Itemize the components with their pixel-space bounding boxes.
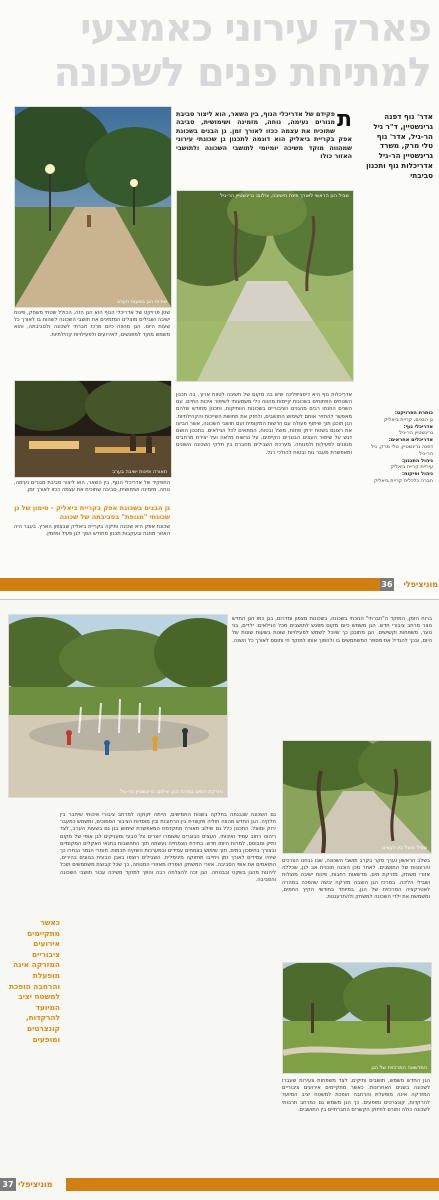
article-lead-text: פקידם של אדריכלי הנוף, בין השאר, הוא ליצור סביבת מגורים נעימה, נוחה, מזמינה ושימושית, סביבה שתוכיח את עצמה ככזו לאורך זמן. גן הבנים בשכונת אפק בקריית ביאליק הוא דוגמה לתכנון גן שכונתי עירוני שמהווה מוקד משיכה יומיומי לתושבי השכונה ולתושבי האזור כולו: [176, 110, 352, 161]
authors-byline: אדר' נוף דפנה גרינשטיין, ד"ר גיל הר-גיל, אדר' נוף טלי מרק, משרד גרינשטיין הר-גיל אדריכלות נוף ותכנון סביבתי: [366, 112, 433, 180]
photo-stone-path-image: [177, 191, 353, 381]
photo-caption: תאורה ופינות ישיבה בערב: [112, 469, 167, 475]
photo-fountain-plaza: [8, 614, 228, 798]
magazine-page-37: [0, 600, 439, 1200]
photo-caption: המדשאה המרכזית של הגן: [371, 1065, 427, 1071]
credit-item: אדריכלים אחראים: דפנה גרינשטיין, טלי מרק, גיל הר-גיל: [370, 437, 433, 457]
photo-lawn-image: [283, 963, 431, 1073]
article-title-line2: למתיחת פנים לשכונה: [53, 50, 431, 96]
photo-caption: מזרקת המים במרכז הגן, צילום: גרינשטיין הר-גיל: [120, 789, 223, 795]
credit-item: אדריכלי נוף: גרינשטיין הר-גיל: [399, 423, 433, 437]
body-text-column-right: בשלב הראשון נערך סקר בקרב תושבי השכונה, שבו נבחנו הצרכים והרצונות של התושבים. לאחר מכן הוכנה תוכנית אב לגן, שכללה אזורי משחק, מזרקת מים, מדשאות רחבות, פינות ישיבה מוצלות ושבילי הליכה. במרכז הגן הוצבה מזרקה יבשה שהפכה במהרה לאטרקציה המרכזית של הגן, במיוחד בחודשי הקיץ החמים, ומשמשת את ילדי השכונה למשחק ולהתרעננות.: [282, 858, 430, 901]
body-text-column-bottom: הגן החדש משמש, תושבים ותיקים, לצד משפחות צעירות שעברו לשכונה בשנים האחרונות. כאשר מתקיימים אירועים ציבוריים המזרקה אינה מופעלת והרחבה הופכת למשטח יציב המיועד להרקדות, קונצרטים ומופעים. כך הגן משמש גם כמרחב תרבותי לשכונה כולה ותורם לחיזוק הקשרים החברתיים בין התושבים.: [282, 1078, 430, 1113]
footer-bar: [66, 1178, 439, 1191]
body-text-column-left: שטן פרויקט של אדריכלי הנוף הוא הגן הזה, הכולל שטחי משחק, פינות ישיבה ושבילים מוצלים המזמינים את תושבי השכונה לשהות בו לאורך כל שעות היום. הגן מהווה כיום מרכז חברתי לשכונה ולסביבתה, והוא משמש מוקד למפגשים, לאירועים ולפעילויות קהילתיות.: [14, 310, 170, 338]
photo-evening-path-image: [15, 107, 171, 307]
section-label: מוניציפלי: [18, 1180, 53, 1189]
credit-item: כותרת הפרויקט: גן הבנים, קריית ביאליק: [383, 410, 433, 423]
body-text-column: אדריכלות נוף היא דיסציפלינה שיש בה מקום של חשיבה לטווח ארוך, בה תכנון השטחים הפתוחים בשכונות קיימות מהווה כלי משמעותי לשיפור איכות החיים. עם השנים הוזנחו רבים מהגנים הציבוריים בשכונות הוותיקות, ותכנון מחודש שלהם מאפשר להחזיר אותם לשימוש התושבים, ולחזק את תחושת השייכות והקהילתיות. הגן תוכנן תוך שיתוף פעולה עם הרשות המקומית ועם תושבי השכונה, אשר הביעו את רצונם בשטח ירוק פתוח, מוצל ובטוח, המתאים לכל הגילאים. בתכנון הושם דגש על שימור העצים הבוגרים הקיימים, על נגישות מלאה ועל יצירת מרחבים מגוונים לפעילות ולמנוחה. מערכת השבילים מחברת בין חלקי השכונה השונים ומאפשרת מעבר נוח ובטוח להולכי רגל.: [176, 392, 352, 456]
section-label: מוניציפלי: [403, 580, 438, 589]
photo-caption: שביל הגן הראשי לאורך פינת הישיבה, צילום: גרינשטיין הר-גיל: [220, 193, 349, 199]
credit-item: ניהול התכנון: עיריית קריית ביאליק: [390, 457, 433, 471]
photo-shaded-path-image: [283, 741, 431, 853]
photo-lawn: [282, 962, 432, 1074]
pull-quote: כאשר מתקיימים אירועים ציבוריים המזרקה אינה מופעלת והרחבה הופכת למשטח יציב המיועד להרקדות, קונצרטים ומופעים: [8, 918, 60, 1044]
photo-evening-seating-image: [15, 381, 171, 477]
photo-fountain-plaza-image: [9, 615, 227, 797]
article-title-line1: פארק עירוני כאמצעי: [80, 6, 431, 50]
photo-stone-path: [176, 190, 354, 382]
photo-caption: אורות הגן בשעות הערב: [117, 299, 167, 305]
photo-evening-path: [14, 106, 172, 308]
body-text-column-top: ברוח הזמן, המוקד ה"חברתי" הנוכחי בשכונה, בשכונות מצפון ומדרום, בגן כמו הגן החדש נוצר מרחב ציבורי חדש. הגן משמש כיום מקום מפגש לתושבים מכל הגילאים: ילדים, בני נוער, משפחות וקשישים. הגן מתוכנן כך שיוכל לשמש לפעילויות שונות בשעות שונות של היום, ובכך להגדיל את מספר המשתמשים בו ולהפוך אותו למוקד חי ותוסס לאורך כל השנה.: [232, 616, 432, 644]
page-number: 37: [0, 1178, 16, 1191]
body-text-column-main: גם השכונה שנבנתה בחלקה בשנות החמישים, הייתה זקוקה למרחב ציבורי איכותי שיחבר בין חלקיה. הגן החדש מהווה חוליה מקשרת בין הרחובות ובין מוסדות הציבור הסמוכים, ומשמש כמעבר ירוק ומוצל. התכנון כלל גם שילוב תאורה מתקדמת המאפשרת שימוש בגן גם בשעות הערב, לצד ריהוט רחוב עמיד ואיכותי. העצים הבוגרים ששומרו יוצרים צל טבעי ומעניקים לגן אופי של מקום ותיק ומבוסס, למרות היותו חדש. בחירת הצמחייה נעשתה תוך התחשבות בתנאי האקלים המקומיים ובצורך בחיסכון במים, תוך שימוש בצמחים עמידים ובמערכות השקיה חכמות. חומרי הגמר נבחרו כך שיהיו עמידים לאורך זמן ויחייבו תחזוקה מינימלית. השבילים רוצפו באבן טבעית בגוונים בהירים, התואמים את אופי הסביבה. אזורי המשחק הופרדו מאזורי המנוחה, כך שכל קבוצת משתמשים תוכל ליהנות מהגן בשקט ובבטחה. הגן זכה להצלחה רבה והפך למוקד משיכה עבור תושבי השכונה והסביבה.: [60, 812, 276, 883]
project-credits: [363, 410, 433, 485]
page-divider: [0, 599, 439, 600]
photo-caption: שביל מוצל בין העצים: [382, 845, 427, 851]
article-lead: [176, 110, 352, 186]
credit-item: ניהול ופיקוח: חברה כלכלית קריית ביאליק: [373, 471, 433, 484]
subheading-quote: גן הבנים בשכונת אפק בקריית ביאליק - סימון של גן שכונתי "מנופת" בסביבתה של שכונה: [14, 504, 170, 521]
footer-bar: [0, 578, 380, 591]
dropcap-letter: ת: [336, 110, 352, 132]
body-text-column-left-2: התפקיד של אדריכלי הנוף, בין השאר, הוא ליצור סביבת מגורים נעימה, נוחה, מזמינה ושימושית, סביבה שתוכיח את עצמה ככזו לאורך זמן.: [14, 480, 170, 494]
photo-evening-seating: [14, 380, 172, 478]
page-number: 36: [381, 580, 393, 589]
body-text-column-left-3: שכונת אפק היא שכונה ותיקה בקריית ביאליק שבצפון הארץ. בעבר היה האזור מוזנח ובעקבות תכנון מחודש הפך לגן פעיל ומזמין.: [14, 524, 170, 538]
photo-shaded-path: [282, 740, 432, 854]
